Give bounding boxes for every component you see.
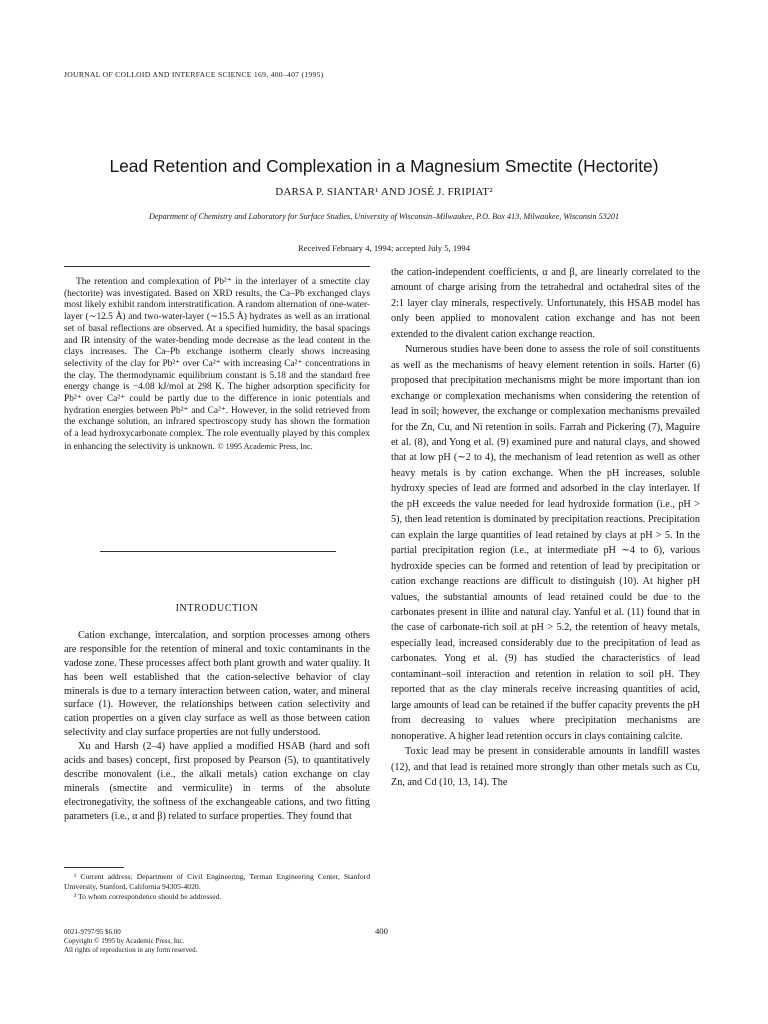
introduction-paragraph: Cation exchange, intercalation, and sorption processes among others are responsible for the retention of mineral and toxic contaminants in the vadose zone. These processes affect both plant growth and water quality. It has been well established that the cation-selective behavior of clay minerals is due to a ternary interaction between cation, water, and mineral surface (1). However, the relationships between cation selectivity and cation properties on a given clay surface as well as those between cation selectivity and clay surface properties are not fully understood. xyxy=(64,629,370,739)
body-paragraph: Numerous studies have been done to assess the role of soil constituents as well as the mechanisms of heavy element retention in soils. Harter (6) proposed that precipitation mechanisms might be more important than ion exchange or complexation mechanisms when considering the retention of lead in soil; however, the exchange or complexation mechanisms prevailed for the Zn, Cu, and Ni retention in soils. Farrah and Pickering (7), Maguire et al. (8), and Yong et al. (9) examined pure and natural clays, and showed that at low pH (∼2 to 4), the mechanism of lead retention as well as other heavy metals is by cation exchange. When the pH increases, soluble hydroxy species of lead are formed and adsorbed in the clay interlayer. If the pH exceeds the value needed for lead hydroxide formation (i.e., pH > 5), then lead retention is dominated by precipitation reactions. Precipitation can explain the large quantities of lead retained by clays at pH > 5. In the partial precipitation region (i.e., at intermediate pH ∼4 to 6), various hydroxide species can be formed and retention of lead by precipitation or cation exchange reactions are difficult to distinguish (10). At higher pH values, the substantial amounts of lead retained could be due to the carbonates present in illite and natural clay. Yanful et al. (11) found that in the case of carbonate-rich soil at pH > 5.2, the retention of heavy metals, especially lead, increased considerably due to the precipitation of lead as carbonates. Yong et al. (9) has studied the characteristics of lead contaminant–soil interaction and retention in relation to soil pH. They reported that as the clay minerals receive increasing quantities of acid, large amounts of lead can be retained if the buffer capacity prevents the pH from decreasing to values where precipitation mechanisms are nonoperative. A higher lead retention occurs in clays containing calcite. xyxy=(391,344,700,742)
abstract-paragraph xyxy=(64,277,370,454)
received-dates: Received February 4, 1994; accepted July 5, 1994 xyxy=(297,243,471,253)
article-title: Lead Retention and Complexation in a Magnesium Smectite (Hectorite) xyxy=(109,156,659,176)
right-column xyxy=(391,265,700,790)
body-paragraph: Toxic lead may be present in considerable amounts in landfill wastes (12), and that lead is retained more strongly than other metals such as Cu, Zn, and Cd (10, 13, 14). The xyxy=(391,746,700,788)
introduction-heading: INTRODUCTION xyxy=(175,603,259,614)
page-number: 400 xyxy=(375,926,388,936)
introduction-paragraph: Xu and Harsh (2–4) have applied a modified HSAB (hard and soft acids and bases) concept, first proposed by Pearson (5), to quantitatively describe monovalent (i.e., the alkali metals) cation exchange on clay minerals (smectite and vermiculite) in terms of the absolute electronegativity, the softness of the exchangeable cations, and two fitting parameters (i.e., α and β) related to surface properties. They found that xyxy=(64,741,370,822)
abstract-top-rule xyxy=(64,266,370,267)
abstract-text: The retention and complexation of Pb²⁺ in the interlayer of a smectite clay (hectorite) was investigated. Based on XRD results, the Ca–Pb exchanged clays most likely exhibit random interstratification. A random alternation of one-water-layer (∼12.5 Å) and two-water-layer (∼15.5 Å) hydrates as well as an irrational set of basal reflections are observed. At a specified humidity, the basal spacings and IR intensity of the water-bending mode decrease as the lead content in the clays increases. The Ca–Pb exchange isotherm clearly shows increasing selectivity of the clay for Pb²⁺ over Ca²⁺ with increasing Ca²⁺ concentrations in the clay. The thermodynamic equilibrium constant is 5.18 and the standard free energy change is −4.08 kJ/mol at 298 K. The higher adsorption specificity for Pb²⁺ over Ca²⁺ could be partly due to the difference in ionic potentials and hydration energies between Pb²⁺ and Ca²⁺. However, in the solid retrieved from the exchange solution, an infrared spectroscopy study has shown the formation of a lead hydroxycarbonate complex. The role eventually played by this complex in enhancing the selectivity is unknown. xyxy=(64,277,370,452)
abstract-bottom-rule xyxy=(100,551,336,552)
copyright-block xyxy=(64,928,197,955)
journal-header: JOURNAL OF COLLOID AND INTERFACE SCIENCE 169, 400–407 (1995) xyxy=(64,70,324,79)
introduction-section xyxy=(64,602,370,824)
footnote-rule xyxy=(64,867,124,868)
footnote: ¹ Current address: Department of Civil Engineering, Terman Engineering Center, Stanford University, Stanford, California 94305-4020. xyxy=(64,872,370,891)
rights-line: All rights of reproduction in any form reserved. xyxy=(64,946,198,954)
article-affiliation: Department of Chemistry and Laboratory for Surface Studies, University of Wisconsin–Milwaukee, P.O. Box 413, Milwaukee, Wisconsin 53201 xyxy=(148,212,620,221)
abstract xyxy=(64,277,370,454)
copyright-line: Copyright © 1995 by Academic Press, Inc. xyxy=(64,937,185,945)
footnote: ² To whom correspondence should be addressed. xyxy=(74,892,222,901)
body-paragraph: the cation-independent coefficients, α and β, are linearly correlated to the amount of charge arising from the tetrahedral and octahedral sites of the 2:1 layer clay minerals, respectively. Unfortunately, this HSAB model has only been applied to monovalent cation exchange and has not been extended to the divalent cation exchange reaction. xyxy=(391,267,700,340)
article-authors: DARSA P. SIANTAR¹ AND JOSÉ J. FRIPIAT² xyxy=(275,186,493,198)
abstract-press: © 1995 Academic Press, Inc. xyxy=(217,441,313,451)
footnotes xyxy=(64,872,370,902)
issn-line: 0021-9797/95 $6.00 xyxy=(64,928,121,936)
